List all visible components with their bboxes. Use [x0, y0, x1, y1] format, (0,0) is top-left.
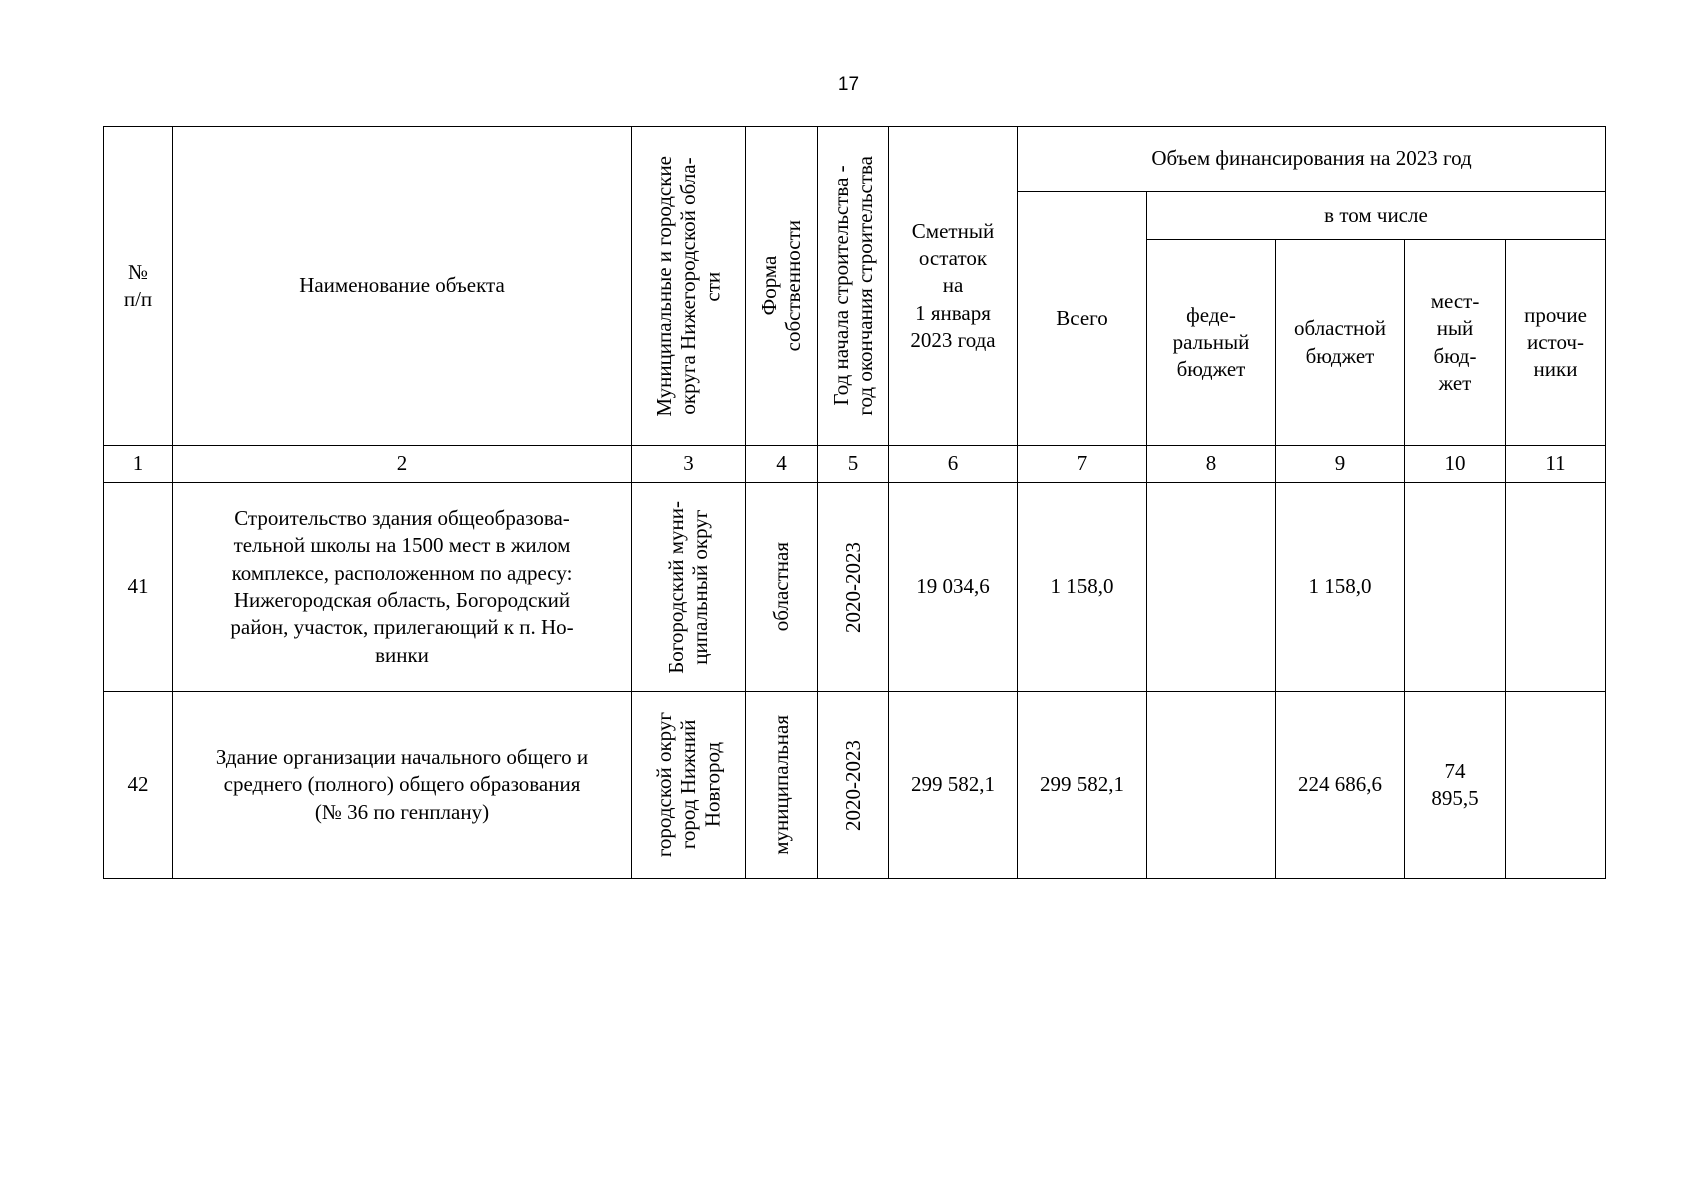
row-municipality-text: городской округ город Нижний Новгород	[652, 712, 725, 858]
row-total: 299 582,1	[1018, 692, 1147, 879]
row-object-name: Строительство здания общеобразова- тельной школы на 1500 мест в жилом комплексе, расположенном по адресу: Нижегородская область, Богородский район, участок, прилегающий к п. Но- винки	[173, 483, 632, 692]
header-estimate: Сметный остаток на 1 января 2023 года	[889, 127, 1018, 446]
row-municipality	[632, 483, 746, 692]
row-federal	[1147, 692, 1276, 879]
header-name: Наименование объекта	[173, 127, 632, 446]
row-object-name: Здание организации начального общего и среднего (полного) общего образования (№ 36 по генплану)	[173, 692, 632, 879]
header-other: прочие источ- ники	[1506, 240, 1606, 446]
row-years	[818, 692, 889, 879]
header-volume: Объем финансирования на 2023 год	[1018, 127, 1606, 192]
header-regional: областной бюджет	[1276, 240, 1405, 446]
header-municipal	[632, 127, 746, 446]
header-total: Всего	[1018, 192, 1147, 446]
column-number: 6	[889, 446, 1018, 483]
row-years	[818, 483, 889, 692]
row-ownership-text: областная	[769, 542, 794, 632]
row-total: 1 158,0	[1018, 483, 1147, 692]
row-other	[1506, 483, 1606, 692]
column-number: 2	[173, 446, 632, 483]
column-number: 9	[1276, 446, 1405, 483]
header-num: № п/п	[104, 127, 173, 446]
table-row	[104, 692, 1606, 879]
row-num: 42	[104, 692, 173, 879]
header-years	[818, 127, 889, 446]
row-municipality	[632, 692, 746, 879]
column-number: 5	[818, 446, 889, 483]
row-local: 74 895,5	[1405, 692, 1506, 879]
column-number: 7	[1018, 446, 1147, 483]
header-municipal-text: Муниципальные и городские округа Нижегородской обла- сти	[652, 155, 725, 417]
header-including: в том числе	[1147, 192, 1606, 240]
header-local: мест- ный бюд- жет	[1405, 240, 1506, 446]
header-years-text: Год начала строительства - год окончания строительства	[828, 156, 877, 416]
table-row	[104, 483, 1606, 692]
header-ownership	[746, 127, 818, 446]
row-regional: 224 686,6	[1276, 692, 1405, 879]
row-years-text: 2020-2023	[840, 541, 865, 633]
row-ownership	[746, 483, 818, 692]
row-ownership	[746, 692, 818, 879]
row-local	[1405, 483, 1506, 692]
row-num: 41	[104, 483, 173, 692]
column-number: 8	[1147, 446, 1276, 483]
row-estimate: 299 582,1	[889, 692, 1018, 879]
row-ownership-text: муниципальная	[769, 715, 794, 855]
column-number: 1	[104, 446, 173, 483]
page-number: 17	[837, 74, 860, 95]
row-federal	[1147, 483, 1276, 692]
header-ownership-text: Форма собственности	[757, 220, 806, 352]
row-regional: 1 158,0	[1276, 483, 1405, 692]
financing-table	[103, 126, 1606, 879]
row-other	[1506, 692, 1606, 879]
row-years-text: 2020-2023	[840, 739, 865, 831]
column-number: 3	[632, 446, 746, 483]
header-federal: феде- ральный бюджет	[1147, 240, 1276, 446]
column-number: 10	[1405, 446, 1506, 483]
column-number-row	[104, 446, 1606, 483]
row-estimate: 19 034,6	[889, 483, 1018, 692]
column-number: 11	[1506, 446, 1606, 483]
column-number: 4	[746, 446, 818, 483]
row-municipality-text: Богородский муни- ципальный округ	[664, 500, 713, 674]
header-row-1	[104, 127, 1606, 192]
